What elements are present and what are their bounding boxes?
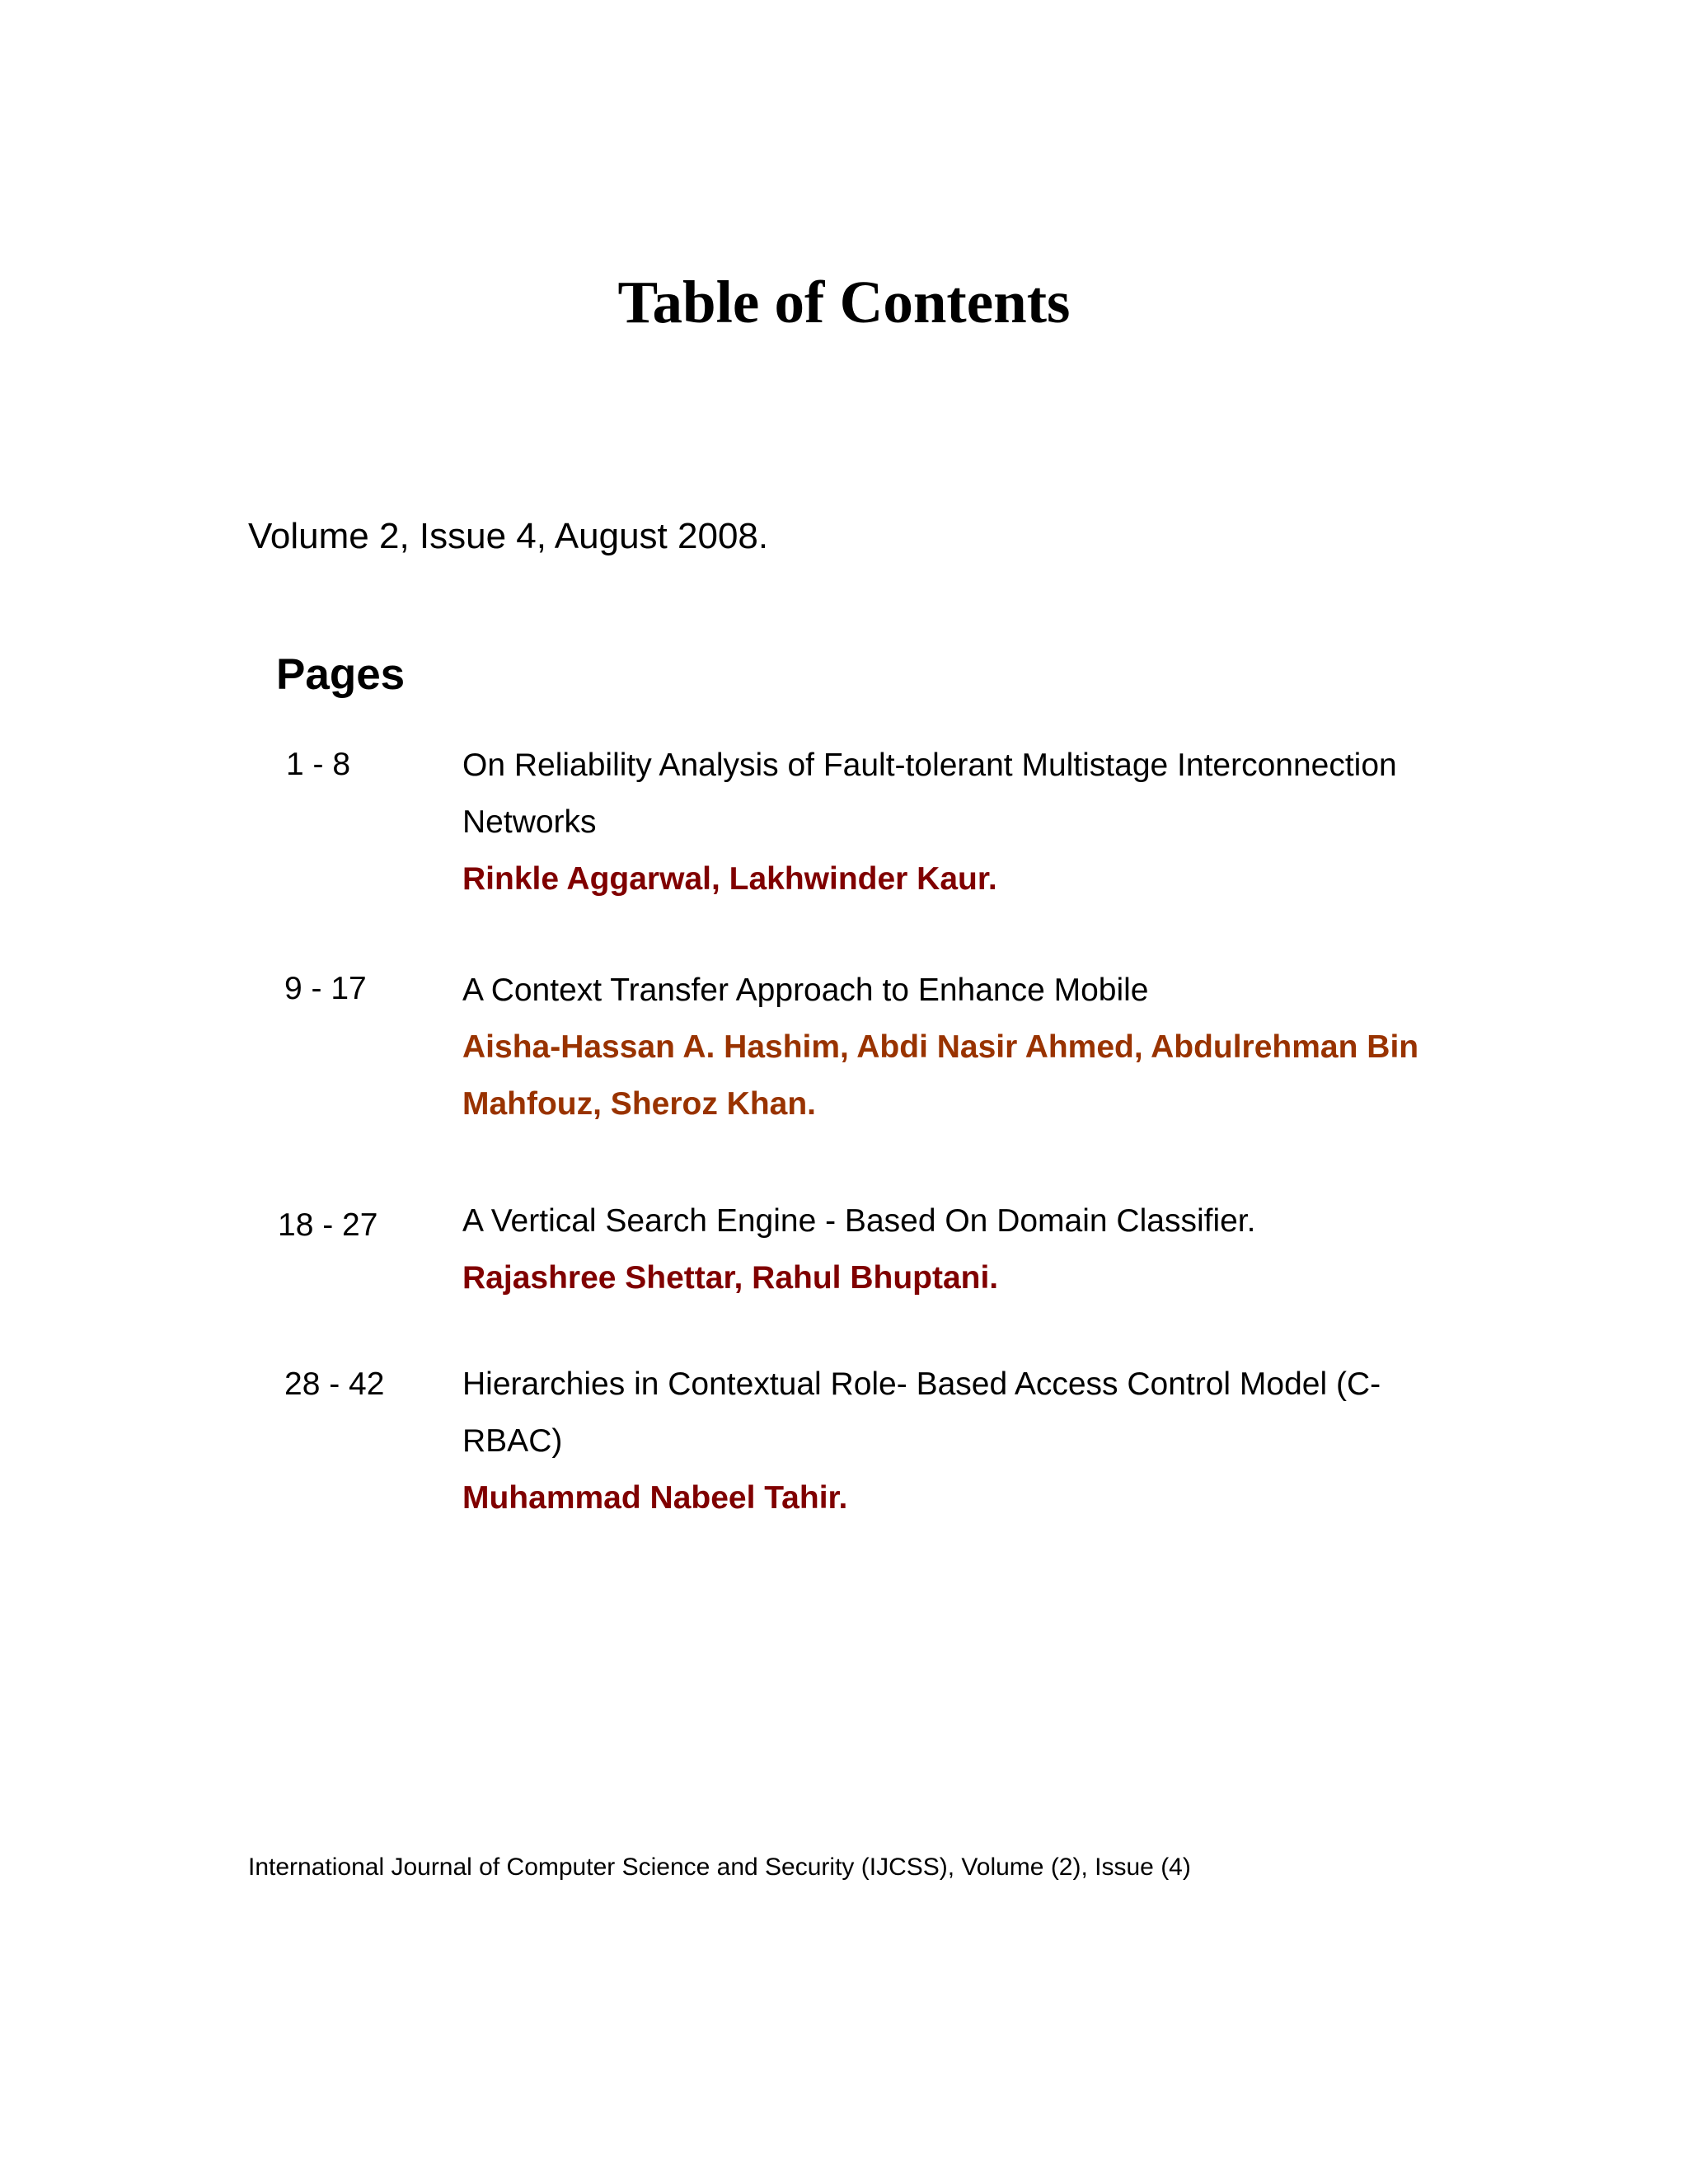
page-range: 1 - 8 <box>286 747 351 782</box>
article-title[interactable]: On Reliability Analysis of Fault-tolerant Multistage Interconnection Networks <box>462 748 1397 840</box>
entry-body <box>462 962 1451 1132</box>
article-title[interactable]: A Context Transfer Approach to Enhance Mobile <box>462 972 1149 1008</box>
entry-body <box>462 737 1451 907</box>
article-authors: Muhammad Nabeel Tahir. <box>462 1480 848 1516</box>
page-range: 18 - 27 <box>278 1207 378 1243</box>
article-authors: Aisha-Hassan A. Hashim, Abdi Nasir Ahmed, Abdulrehman Bin Mahfouz, Sheroz Khan. <box>462 1029 1419 1122</box>
article-authors: Rinkle Aggarwal, Lakhwinder Kaur. <box>462 861 997 897</box>
entry-body <box>462 1356 1451 1526</box>
volume-issue-line: Volume 2, Issue 4, August 2008. <box>248 516 769 556</box>
article-title[interactable]: Hierarchies in Contextual Role- Based Access Control Model (C-RBAC) <box>462 1366 1381 1459</box>
article-title[interactable]: A Vertical Search Engine - Based On Domain Classifier. <box>462 1203 1256 1239</box>
entry-body <box>462 1193 1451 1306</box>
page-range: 9 - 17 <box>284 971 367 1006</box>
page-range: 28 - 42 <box>284 1366 385 1402</box>
journal-footer: International Journal of Computer Science and Security (IJCSS), Volume (2), Issue (4) <box>248 1854 1191 1881</box>
page-title: Table of Contents <box>617 269 1071 335</box>
article-authors: Rajashree Shettar, Rahul Bhuptani. <box>462 1260 999 1296</box>
pages-heading: Pages <box>276 650 406 699</box>
